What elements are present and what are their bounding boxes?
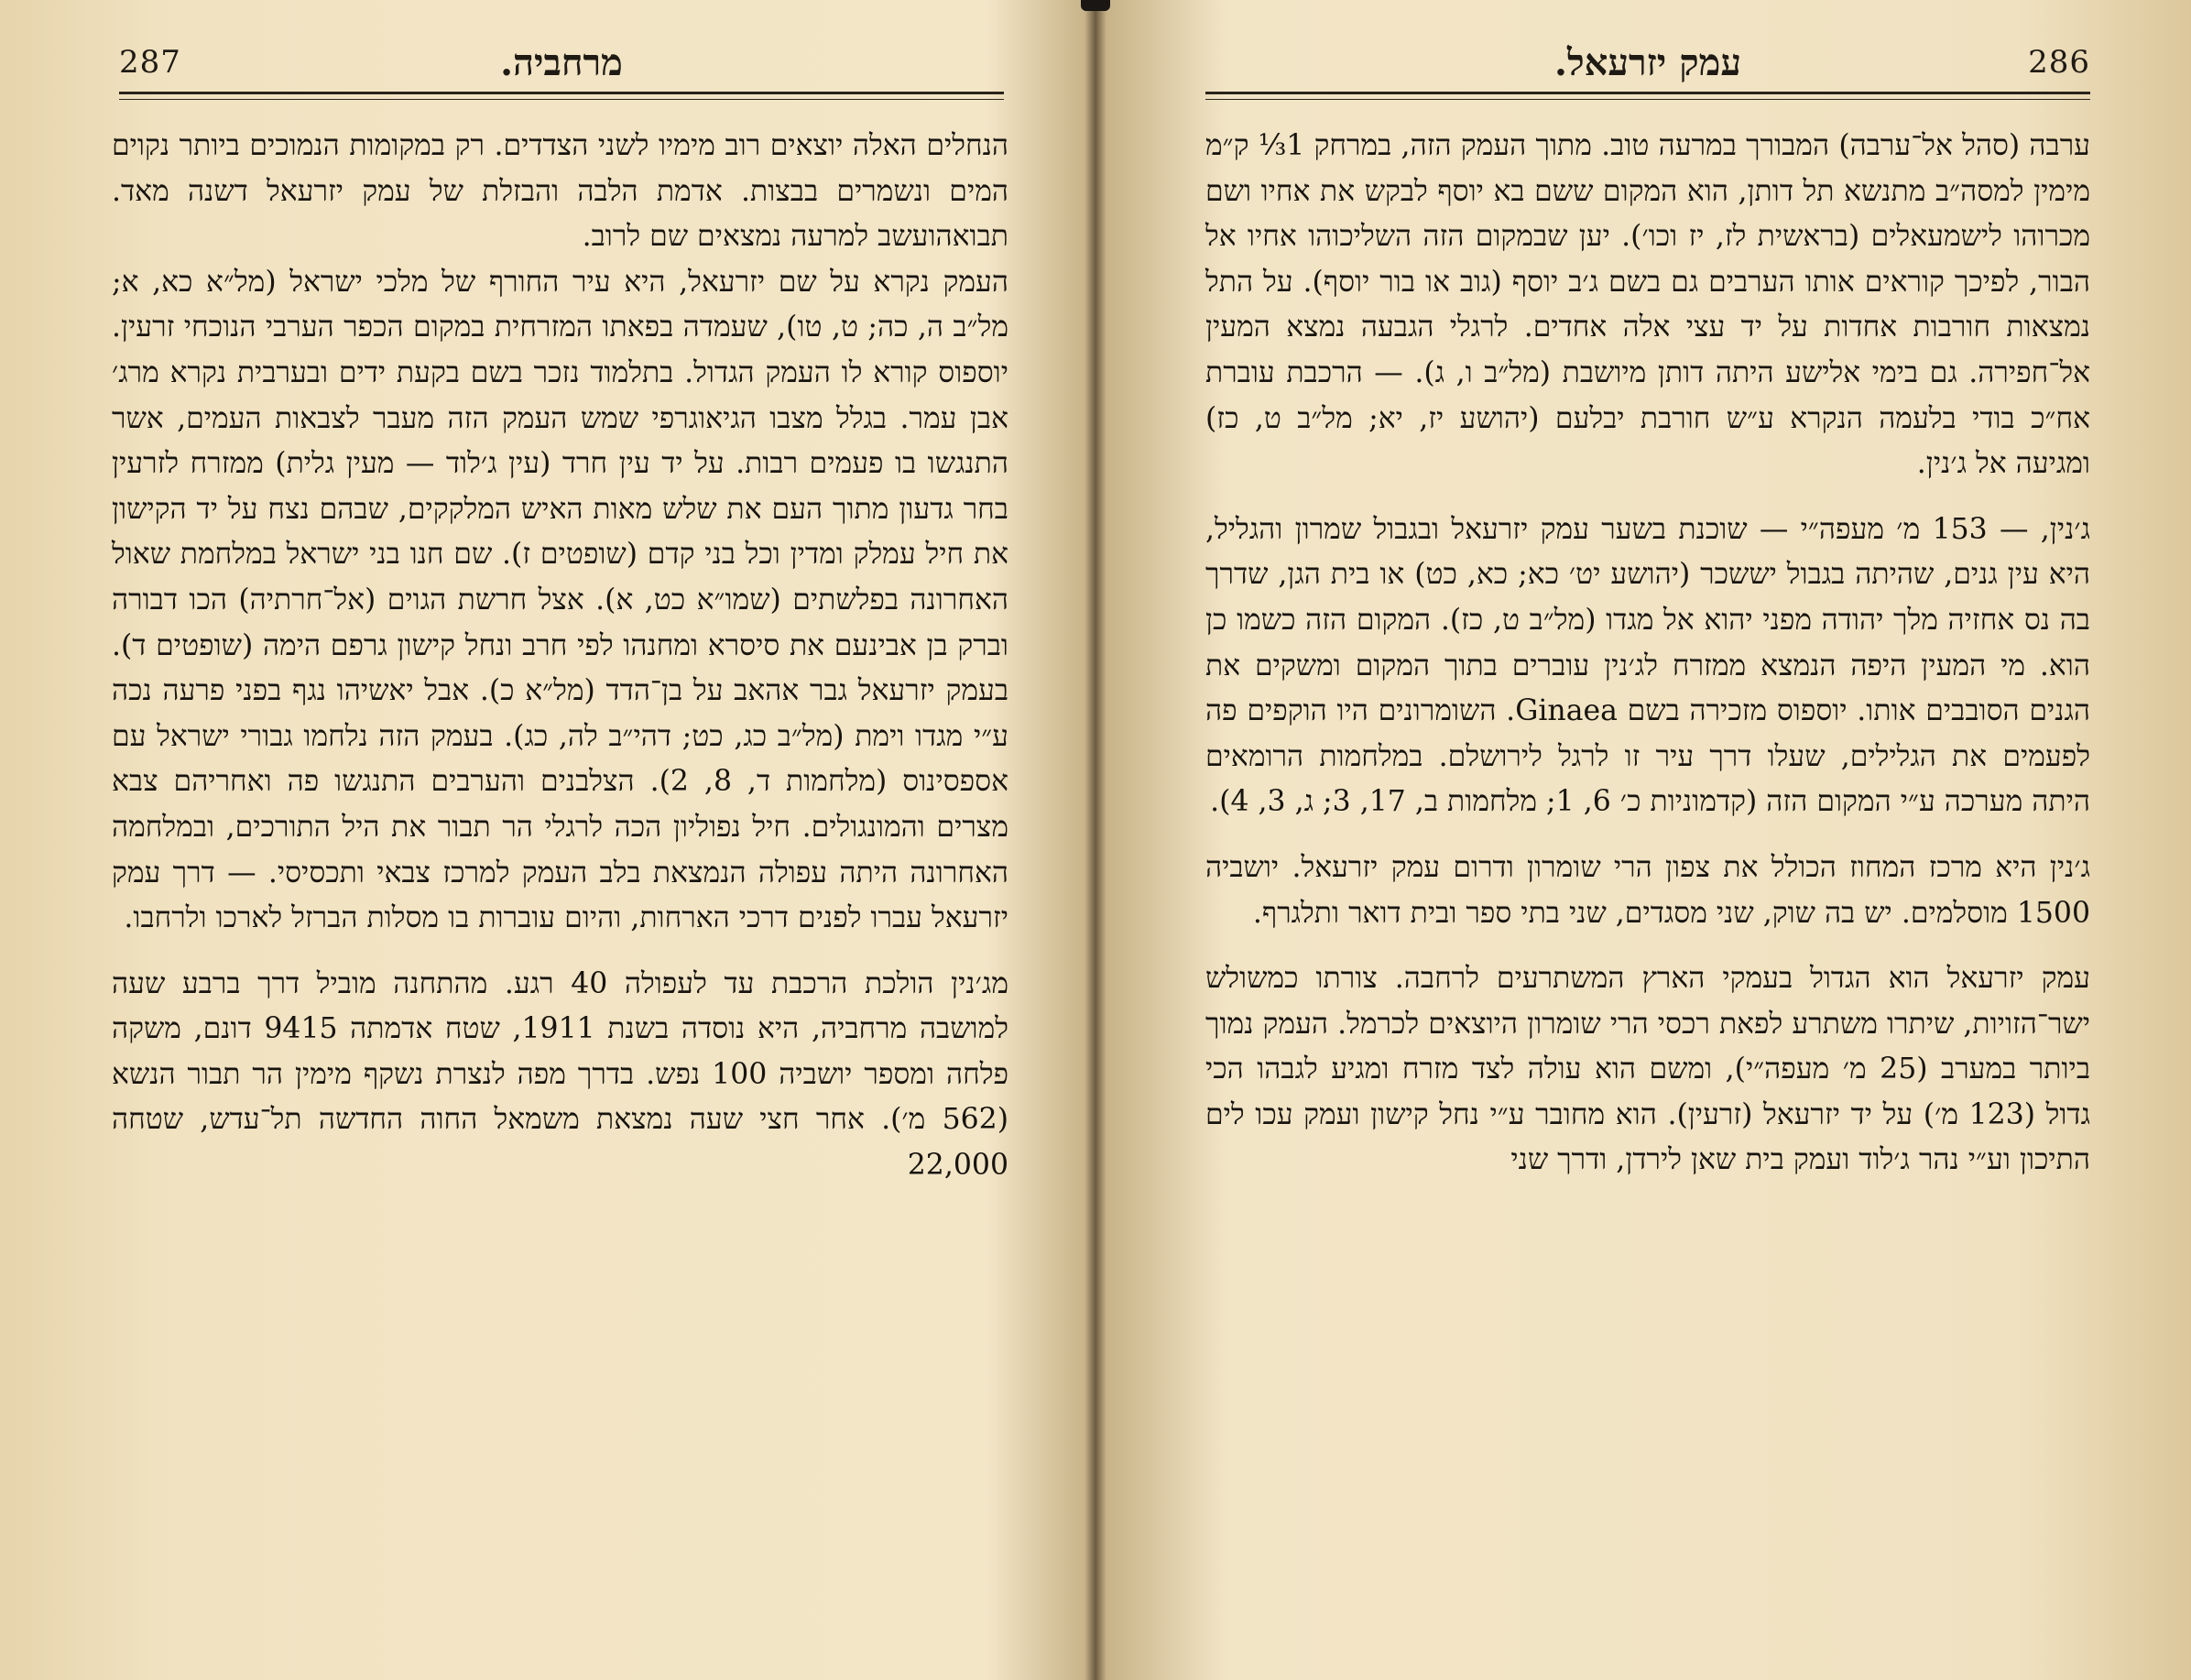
right-page-body	[1205, 124, 2090, 1184]
left-header-rule	[119, 92, 1004, 94]
right-header-title: עמק יזרעאל.	[1554, 40, 1741, 84]
right-header-rule	[1205, 92, 2090, 94]
right-paragraph: ג׳נין היא מרכז המחוז הכולל את צפון הרי שומרון ודרום עמק יזרעאל. יושביה 1500 מוסלמים. יש בה שוק, שני מסגדים, שני בתי ספר ובית דואר ותלגרף.	[1205, 850, 2090, 930]
right-paragraph: ג׳נין, — 153 מ׳ מעפה״י — שוכנת בשער עמק יזרעאל ובגבול שמרון והגליל, היא עין גנים, שהיתה בגבול יששכר (יהושע יט׳ כא; כא, כט) או בית הגן, שדרך בה נס אחזיה מלך יהודה מפני יהוא אל מגדו (מל״ב ט, כז). המקום הזה כשמו כן הוא. מי המעין היפה הנמצא ממזרח לג׳נין עוברים בתוך המקום ומשקים את הגנים הסובבים אותו. יוספוס מזכירה בשם Ginaea. השומרונים היו הוקפים פה לפעמים את הגלילים, שעלו דרך עיר זו לרגל לירושלם. במלחמות הרומאים היתה מערכה ע״י המקום הזה (קדמוניות כ׳ 6, 1; מלחמות ב, 17, 3; ג, 3, 4).	[1205, 512, 2090, 819]
right-paragraph: ערבה (סהל אל־ערבה) המבורך במרעה טוב. מתוך העמק הזה, במרחק 1⅓ ק״מ מימין למסה״ב מתנשא תל דותן, הוא המקום ששם בא יוסף לבקש את אחיו ושם מכרוהו לישמעאלים (בראשית לז, יז וכו׳). יען שבמקום הזה השליכוהו אחיו אל הבור, לפיכך קוראים אותו הערבים גם בשם ג׳ב יוסף (גוב או בור יוסף). על התל נמצאות חורבות אחדות על יד עצי אלה אחדים. לרגלי הגבעה נמצא המעין אל־חפירה. גם בימי אלישע היתה דותן מיושבת (מל״ב ו, ג). — הרכבת עוברת אח״כ בודי בלעמה הנקרא ע״ש חורבת יבלעם (יהושע יז, יא; מל״ב ט, כז) ומגיעה אל ג׳נין.	[1205, 129, 2090, 481]
right-running-head	[1205, 35, 2090, 90]
left-page-body	[112, 124, 1008, 1189]
right-paragraph: עמק יזרעאל הוא הגדול בעמקי הארץ המשתרעים לרחבה. צורתו כמשולש ישר־הזויות, שיתרו משתרע לפאת רכסי הרי שומרון היוצאים לכרמל. העמק נמוך ביותר במערב (25 מ׳ מעפה״י), ומשם הוא עולה לצד מזרח ומגיע לגבהו הכי גדול (123 מ׳) על יד יזרעאל (זרעין). הוא מחובר ע״י נחל קישון ועמק עכו לים התיכון וע״י נהר ג׳לוד ועמק בית שאן לירדן, ודרך שני	[1205, 962, 2090, 1177]
left-page-number: 287	[119, 44, 181, 81]
left-paragraph: מג׳נין הולכת הרכבת עד לעפולה 40 רגע. מהתחנה מוביל דרך ברבע שעה למושבה מרחביה, היא נוסדה בשנת 1911, שטח אדמתה 9415 דונם, משקה פלחה ומספר יושביה 100 נפש. בדרך מפה לנצרת נשקף מימין הר תבור הנשא (562 מ׳). אחר חצי שעה נמצאת משמאל החוה החדשה תל־עדש, שטחה 22,000	[112, 966, 1009, 1183]
left-paragraph: הנחלים האלה יוצאים רוב מימיו לשני הצדדים. רק במקומות הנמוכים ביותר נקוים המים ונשמרים בבצות. אדמת הלבה והבזלת של עמק יזרעאל דשנה מאד. תבואהועשב למרעה נמצאים שם לרוב.	[112, 129, 1008, 254]
left-running-head	[119, 35, 1004, 90]
left-header-rule-thin	[119, 99, 1004, 100]
left-header-title: מרחביה.	[500, 40, 623, 84]
left-paragraph: העמק נקרא על שם יזרעאל, היא עיר החורף של מלכי ישראל (מל״א כא, א; מל״ב ה, כה; ט, טו), שעמדה בפאתו המזרחית במקום הכפר הערבי הנוכחי זרעין. יוספוס קורא לו העמק הגדול. בתלמוד נזכר בשם בקעת ידים ובערבית נקרא מרג׳ אבן עמר. בגלל מצבו הגיאוגרפי שמש העמק הזה מעבר לצבאות העמים, אשר התנגשו בו פעמים רבות. על יד עין חרד (עין ג׳לוד — מעין גלית) ממזרח לזרעין בחר גדעון מתוך העם את שלש מאות האיש המלקקים, שבהם נצח על יד הקישון את חיל עמלק ומדין וכל בני קדם (שופטים ז). שם חנו בני ישראל במלחמת שאול האחרונה בפלשתים (שמו״א כט, א). אצל חרשת הגוים (אל־חרתיה) הכו דבורה וברק בן אבינעם את סיסרא ומחנהו לפי חרב ונחל קישון גרפם הימה (שופטים ד). בעמק יזרעאל גבר אהאב על בן־הדד (מל״א כ). אבל יאשיהו נגף בפני פרעה נכה ע״י מגדו וימת (מל״ב כג, כט; דהי״ב לה, כג). בעמק הזה נלחמו גבורי ישראל עם אספסינוס (מלחמות ד, 8, 2). הצלבנים והערבים התנגשו פה ואחריהם צבא מצרים והמונגולים. חיל נפוליון הכה לרגלי הר תבור את היל התורכים, ובמלחמה האחרונה היתה עפולה הנמצאת בלב העמק למרכז צבאי ותכסיסי. — דרך עמק יזרעאל עברו לפנים דרכי הארחות, והיום עוברות בו מסלות הברזל לארכו ולרחבו.	[112, 265, 1008, 935]
right-page-number: 286	[2028, 44, 2090, 81]
right-header-rule-thin	[1205, 99, 2090, 100]
right-page	[1096, 0, 2191, 1680]
